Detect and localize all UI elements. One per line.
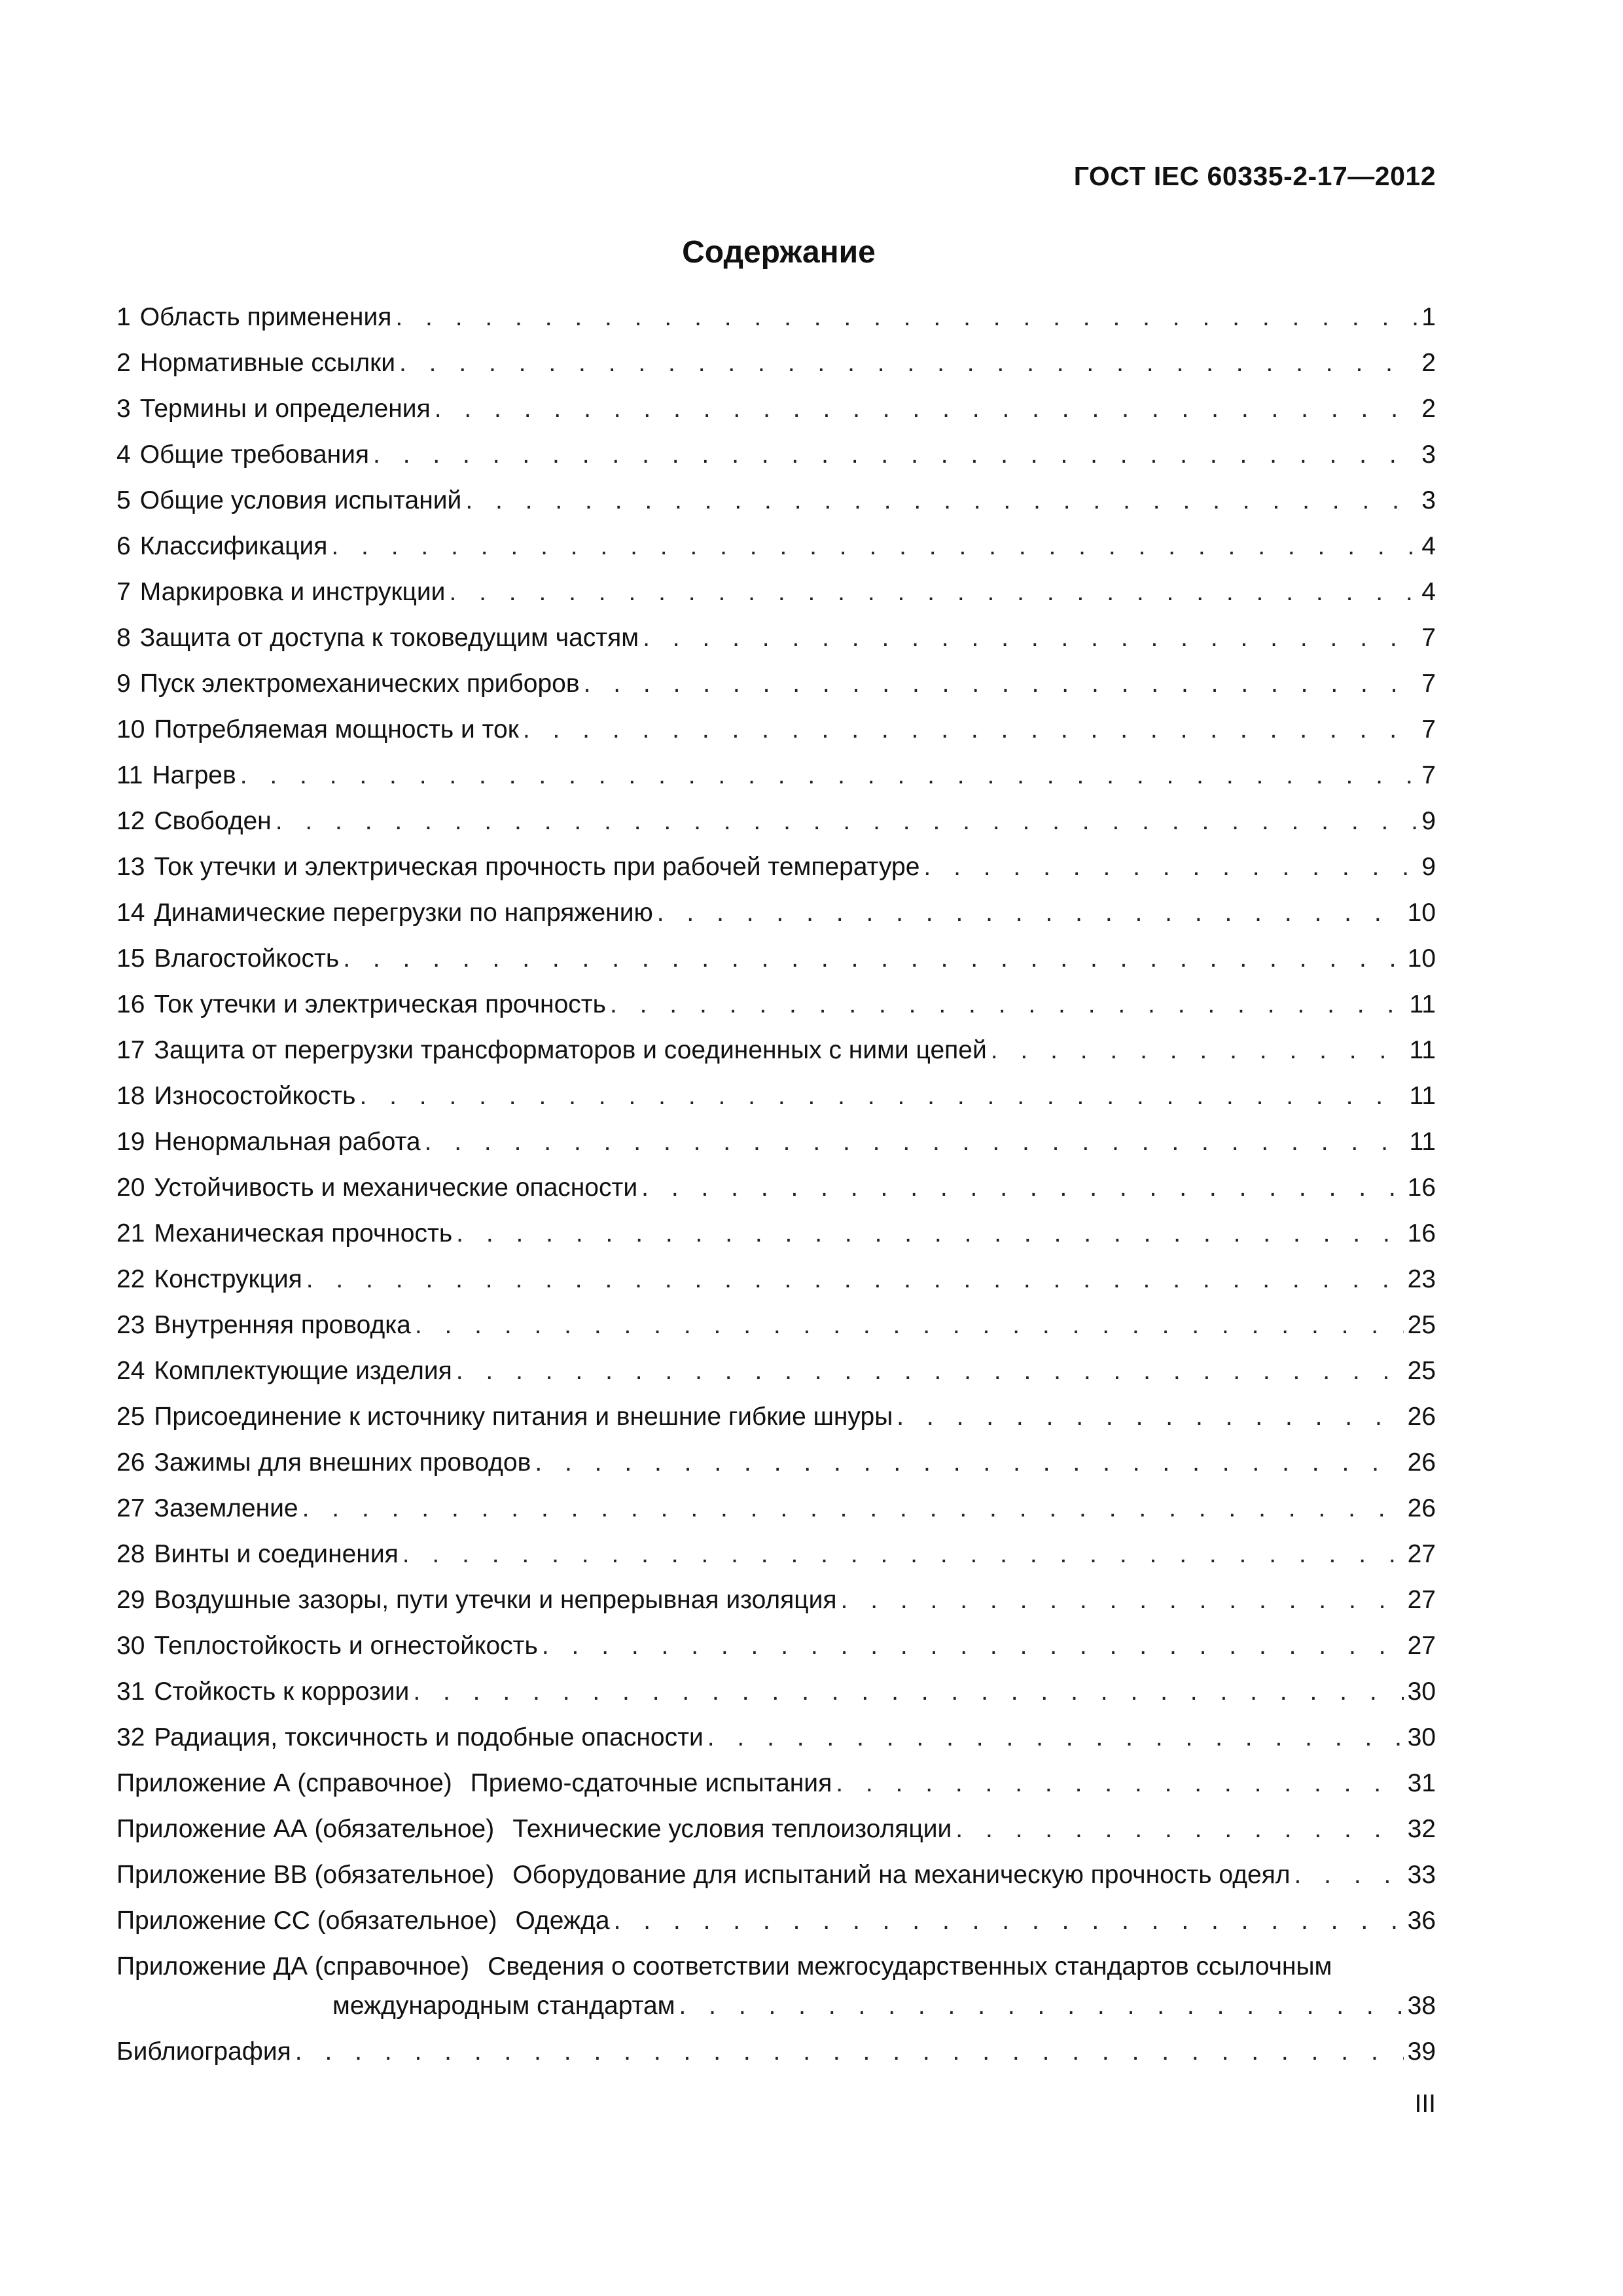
toc-entry-number: 30 xyxy=(116,1632,145,1660)
toc-entry[interactable] xyxy=(116,1081,1436,1127)
toc-entry-title: Влагостойкость xyxy=(154,944,340,973)
toc-entry[interactable] xyxy=(116,1035,1436,1081)
annex-page: 36 xyxy=(1407,1907,1436,1935)
toc-entry-title: Ненормальная работа xyxy=(154,1128,421,1156)
toc-entry-title: Стойкость к коррозии xyxy=(154,1677,410,1706)
toc-entry-number: 23 xyxy=(116,1311,145,1339)
toc-entry-title: Комплектующие изделия xyxy=(154,1357,452,1385)
toc-entry-page: 4 xyxy=(1421,578,1436,606)
toc-leader-dots xyxy=(373,440,1418,471)
toc-entry-number: 19 xyxy=(116,1128,145,1156)
annex-title: Одежда xyxy=(515,1907,610,1935)
toc-leader-dots xyxy=(991,1035,1406,1066)
toc-entry-page: 30 xyxy=(1407,1723,1436,1751)
toc-entry-title: Теплостойкость и огнестойкость xyxy=(154,1632,538,1660)
toc-entry[interactable] xyxy=(116,1448,1436,1494)
toc-annex-entry[interactable] xyxy=(116,1952,1436,2037)
annex-title: Технические условия теплоизоляции xyxy=(512,1815,952,1843)
toc-entry-number: 2 xyxy=(116,349,131,377)
toc-leader-dots xyxy=(456,1356,1404,1387)
annex-label: Приложение СС (обязательное) xyxy=(116,1907,497,1935)
toc-entry[interactable] xyxy=(116,715,1436,761)
toc-entry-page: 7 xyxy=(1421,715,1436,744)
annex-title: Приемо-сдаточные испытания xyxy=(470,1769,832,1797)
toc-leader-dots xyxy=(643,623,1418,654)
toc-leader-dots xyxy=(456,1219,1403,1249)
annex-page: 32 xyxy=(1407,1815,1436,1843)
toc-leader-dots xyxy=(425,1127,1406,1158)
toc-entry-title: Нагрев xyxy=(152,761,236,789)
toc-entry[interactable] xyxy=(116,898,1436,944)
toc-entry-page: 27 xyxy=(1407,1540,1436,1568)
toc-entry-title: Общие требования xyxy=(139,440,370,469)
toc-leader-dots xyxy=(707,1723,1404,1753)
toc-entry-title: Ток утечки и электрическая прочность xyxy=(154,990,606,1018)
toc-entry-title: Область применения xyxy=(139,303,392,331)
toc-entry-number: 20 xyxy=(116,1174,145,1202)
toc-entry-page: 25 xyxy=(1407,1311,1436,1339)
toc-entry-number: 15 xyxy=(116,944,145,973)
toc-entry[interactable] xyxy=(116,1127,1436,1173)
toc-entry-title: Термины и определения xyxy=(139,395,431,423)
toc-entry-page: 25 xyxy=(1407,1357,1436,1385)
annex-page: 38 xyxy=(1407,1992,1436,2020)
toc-entry-page: 2 xyxy=(1421,395,1436,423)
toc-entry-number: 4 xyxy=(116,440,131,469)
toc-entry[interactable] xyxy=(116,1310,1436,1356)
toc-entry-title: Защита от доступа к токоведущим частям xyxy=(139,624,639,652)
toc-leader-dots xyxy=(435,394,1418,425)
toc-entry[interactable] xyxy=(116,1356,1436,1402)
toc-leader-dots xyxy=(955,1814,1403,1845)
toc-entry-title: Устойчивость и механические опасности xyxy=(154,1174,638,1202)
toc-leader-dots xyxy=(610,990,1406,1020)
toc-leader-dots xyxy=(395,302,1418,333)
toc-entry-number: 8 xyxy=(116,624,131,652)
toc-leader-dots xyxy=(306,1265,1404,1295)
toc-leader-dots xyxy=(584,669,1418,700)
toc-entry-number: 10 xyxy=(116,715,145,744)
toc-entry[interactable] xyxy=(116,1539,1436,1585)
toc-leader-dots xyxy=(614,1906,1404,1937)
toc-entry-title: Конструкция xyxy=(154,1265,302,1293)
toc-entry-page: 7 xyxy=(1421,624,1436,652)
toc-entry-page: 27 xyxy=(1407,1586,1436,1614)
toc-entry-title: Присоединение к источнику питания и внешние гибкие шнуры xyxy=(154,1403,893,1431)
toc-entry-title: Механическая прочность xyxy=(154,1219,453,1247)
toc-leader-dots xyxy=(923,852,1418,883)
toc-entry-page: 10 xyxy=(1407,899,1436,927)
toc-entry-title: Маркировка и инструкции xyxy=(139,578,446,606)
toc-entry-number: 14 xyxy=(116,899,145,927)
toc-entry-title: Воздушные зазоры, пути утечки и непрерывная изоляция xyxy=(154,1586,837,1614)
toc-leader-dots xyxy=(836,1768,1403,1799)
page-number: III xyxy=(1414,2090,1436,2118)
toc-entry[interactable] xyxy=(116,1677,1436,1723)
toc-entry[interactable] xyxy=(116,1265,1436,1310)
toc-leader-dots xyxy=(413,1677,1403,1708)
toc-entry-page: 2 xyxy=(1421,349,1436,377)
toc-leader-dots xyxy=(399,348,1418,379)
toc-leader-dots xyxy=(897,1402,1403,1433)
annex-label: Приложение ВВ (обязательное) xyxy=(116,1861,495,1889)
toc-leader-dots xyxy=(542,1631,1404,1662)
toc-entry-number: 9 xyxy=(116,670,131,698)
toc-entry-number: 16 xyxy=(116,990,145,1018)
toc-entry[interactable] xyxy=(116,852,1436,898)
toc-entry-title: Динамические перегрузки по напряжению xyxy=(154,899,653,927)
annex-label: Приложение ДА (справочное) xyxy=(116,1952,470,1981)
toc-entry-page: 3 xyxy=(1421,486,1436,514)
toc-entry[interactable] xyxy=(116,440,1436,486)
toc-leader-dots xyxy=(679,1991,1404,2022)
toc-entry-page: 26 xyxy=(1407,1494,1436,1522)
toc-entry-page: 26 xyxy=(1407,1448,1436,1477)
toc-leader-dots xyxy=(331,531,1418,562)
toc-entry[interactable] xyxy=(116,1173,1436,1219)
toc-bibliography-entry[interactable] xyxy=(116,2037,1436,2083)
toc-entry-number: 29 xyxy=(116,1586,145,1614)
toc-entry-number: 25 xyxy=(116,1403,145,1431)
toc-entry-page: 16 xyxy=(1407,1174,1436,1202)
toc-entry[interactable] xyxy=(116,623,1436,669)
toc-entry-page: 23 xyxy=(1407,1265,1436,1293)
toc-entry-number: 18 xyxy=(116,1082,145,1110)
toc-entry-title: Зажимы для внешних проводов xyxy=(154,1448,531,1477)
toc-entry[interactable] xyxy=(116,577,1436,623)
toc-leader-dots xyxy=(449,577,1418,608)
toc-entry-title: Износостойкость xyxy=(154,1082,356,1110)
toc-entry-number: 13 xyxy=(116,853,145,881)
toc-annex-entry[interactable] xyxy=(116,1768,1436,1814)
toc-entry-title: Пуск электромеханических приборов xyxy=(139,670,580,698)
toc-entry-page: 9 xyxy=(1421,853,1436,881)
toc-entry[interactable] xyxy=(116,1585,1436,1631)
toc-entry[interactable] xyxy=(116,531,1436,577)
toc-entry-title: Нормативные ссылки xyxy=(139,349,395,377)
toc-entry[interactable] xyxy=(116,348,1436,394)
toc-leader-dots xyxy=(402,1539,1404,1570)
toc-entry-number: 6 xyxy=(116,532,131,560)
toc-entry-page: 11 xyxy=(1409,1082,1436,1110)
toc-leader-dots xyxy=(240,761,1418,791)
toc-entry-number: 31 xyxy=(116,1677,145,1706)
toc-leader-dots xyxy=(276,806,1418,837)
toc-entry-title: Заземление xyxy=(154,1494,298,1522)
toc-entry[interactable] xyxy=(116,990,1436,1035)
toc-entry[interactable] xyxy=(116,1494,1436,1539)
toc-title: Содержание xyxy=(682,235,876,270)
toc-entry-page: 3 xyxy=(1421,440,1436,469)
toc-leader-dots xyxy=(359,1081,1405,1112)
toc-entry[interactable] xyxy=(116,1219,1436,1265)
toc-entry-page: 7 xyxy=(1421,761,1436,789)
toc-entry-number: 27 xyxy=(116,1494,145,1522)
toc-entry-title: Свободен xyxy=(154,807,272,835)
annex-label: Приложение А (справочное) xyxy=(116,1769,452,1797)
annex-page: 33 xyxy=(1407,1861,1436,1889)
toc-entry-title: Защита от перегрузки трансформаторов и соединенных с ними цепей xyxy=(154,1036,987,1064)
toc-entry-page: 10 xyxy=(1407,944,1436,973)
toc-entry[interactable] xyxy=(116,806,1436,852)
table-of-contents xyxy=(116,302,1436,2083)
toc-leader-dots xyxy=(841,1585,1404,1616)
toc-leader-dots xyxy=(535,1448,1403,1479)
annex-title: Сведения о соответствии межгосударственных стандартов ссылочным xyxy=(488,1952,1332,1981)
toc-entry[interactable] xyxy=(116,944,1436,990)
toc-entry-number: 17 xyxy=(116,1036,145,1064)
annex-title: Оборудование для испытаний на механическую прочность одеял xyxy=(512,1861,1291,1889)
toc-entry-title: Внутренняя проводка xyxy=(154,1311,411,1339)
toc-entry-title: Винты и соединения xyxy=(154,1540,399,1568)
bibliography-title: Библиография xyxy=(116,2037,291,2066)
toc-leader-dots xyxy=(465,486,1418,516)
toc-entry-number: 26 xyxy=(116,1448,145,1477)
toc-leader-dots xyxy=(295,2037,1404,2068)
toc-entry-page: 11 xyxy=(1409,1036,1436,1064)
toc-entry[interactable] xyxy=(116,486,1436,531)
annex-label: Приложение АА (обязательное) xyxy=(116,1815,495,1843)
toc-entry[interactable] xyxy=(116,1631,1436,1677)
toc-entry-page: 11 xyxy=(1409,1128,1436,1156)
toc-annex-entry[interactable] xyxy=(116,1860,1436,1906)
toc-entry-number: 5 xyxy=(116,486,131,514)
toc-entry-number: 1 xyxy=(116,303,131,331)
toc-entry-number: 7 xyxy=(116,578,131,606)
toc-entry[interactable] xyxy=(116,761,1436,806)
toc-entry[interactable] xyxy=(116,669,1436,715)
toc-entry[interactable] xyxy=(116,394,1436,440)
toc-entry-page: 27 xyxy=(1407,1632,1436,1660)
toc-leader-dots xyxy=(641,1173,1403,1204)
toc-entry-page: 30 xyxy=(1407,1677,1436,1706)
toc-entry-number: 12 xyxy=(116,807,145,835)
toc-annex-entry[interactable] xyxy=(116,1814,1436,1860)
document-code: ГОСТ IEC 60335-2-17—2012 xyxy=(1073,161,1436,191)
toc-entry[interactable] xyxy=(116,1402,1436,1448)
toc-annex-entry[interactable] xyxy=(116,1906,1436,1952)
bibliography-page: 39 xyxy=(1407,2037,1436,2066)
toc-entry[interactable] xyxy=(116,1723,1436,1768)
toc-entry-page: 7 xyxy=(1421,670,1436,698)
toc-entry-title: Общие условия испытаний xyxy=(139,486,462,514)
toc-entry-number: 24 xyxy=(116,1357,145,1385)
toc-entry-number: 11 xyxy=(116,761,143,789)
toc-entry-page: 4 xyxy=(1421,532,1436,560)
toc-leader-dots xyxy=(1294,1860,1404,1891)
toc-entry-number: 3 xyxy=(116,395,131,423)
toc-entry-title: Ток утечки и электрическая прочность при рабочей температуре xyxy=(154,853,920,881)
toc-entry-page: 1 xyxy=(1421,303,1436,331)
toc-entry-page: 16 xyxy=(1407,1219,1436,1247)
toc-entry-page: 26 xyxy=(1407,1403,1436,1431)
toc-leader-dots xyxy=(523,715,1418,745)
toc-entry-number: 22 xyxy=(116,1265,145,1293)
toc-entry-page: 11 xyxy=(1409,990,1436,1018)
toc-entry-number: 28 xyxy=(116,1540,145,1568)
toc-leader-dots xyxy=(302,1494,1404,1524)
toc-leader-dots xyxy=(415,1310,1404,1341)
toc-leader-dots xyxy=(657,898,1404,929)
annex-page: 31 xyxy=(1407,1769,1436,1797)
toc-entry-title: Радиация, токсичность и подобные опасности xyxy=(154,1723,704,1751)
toc-entry-page: 9 xyxy=(1421,807,1436,835)
toc-entry-number: 21 xyxy=(116,1219,145,1247)
toc-entry-title: Потребляемая мощность и ток xyxy=(154,715,519,744)
toc-entry-title: Классификация xyxy=(139,532,328,560)
annex-title-continued: международным стандартам xyxy=(332,1992,675,2020)
toc-leader-dots xyxy=(343,944,1403,975)
toc-entry-number: 32 xyxy=(116,1723,145,1751)
toc-entry[interactable] xyxy=(116,302,1436,348)
